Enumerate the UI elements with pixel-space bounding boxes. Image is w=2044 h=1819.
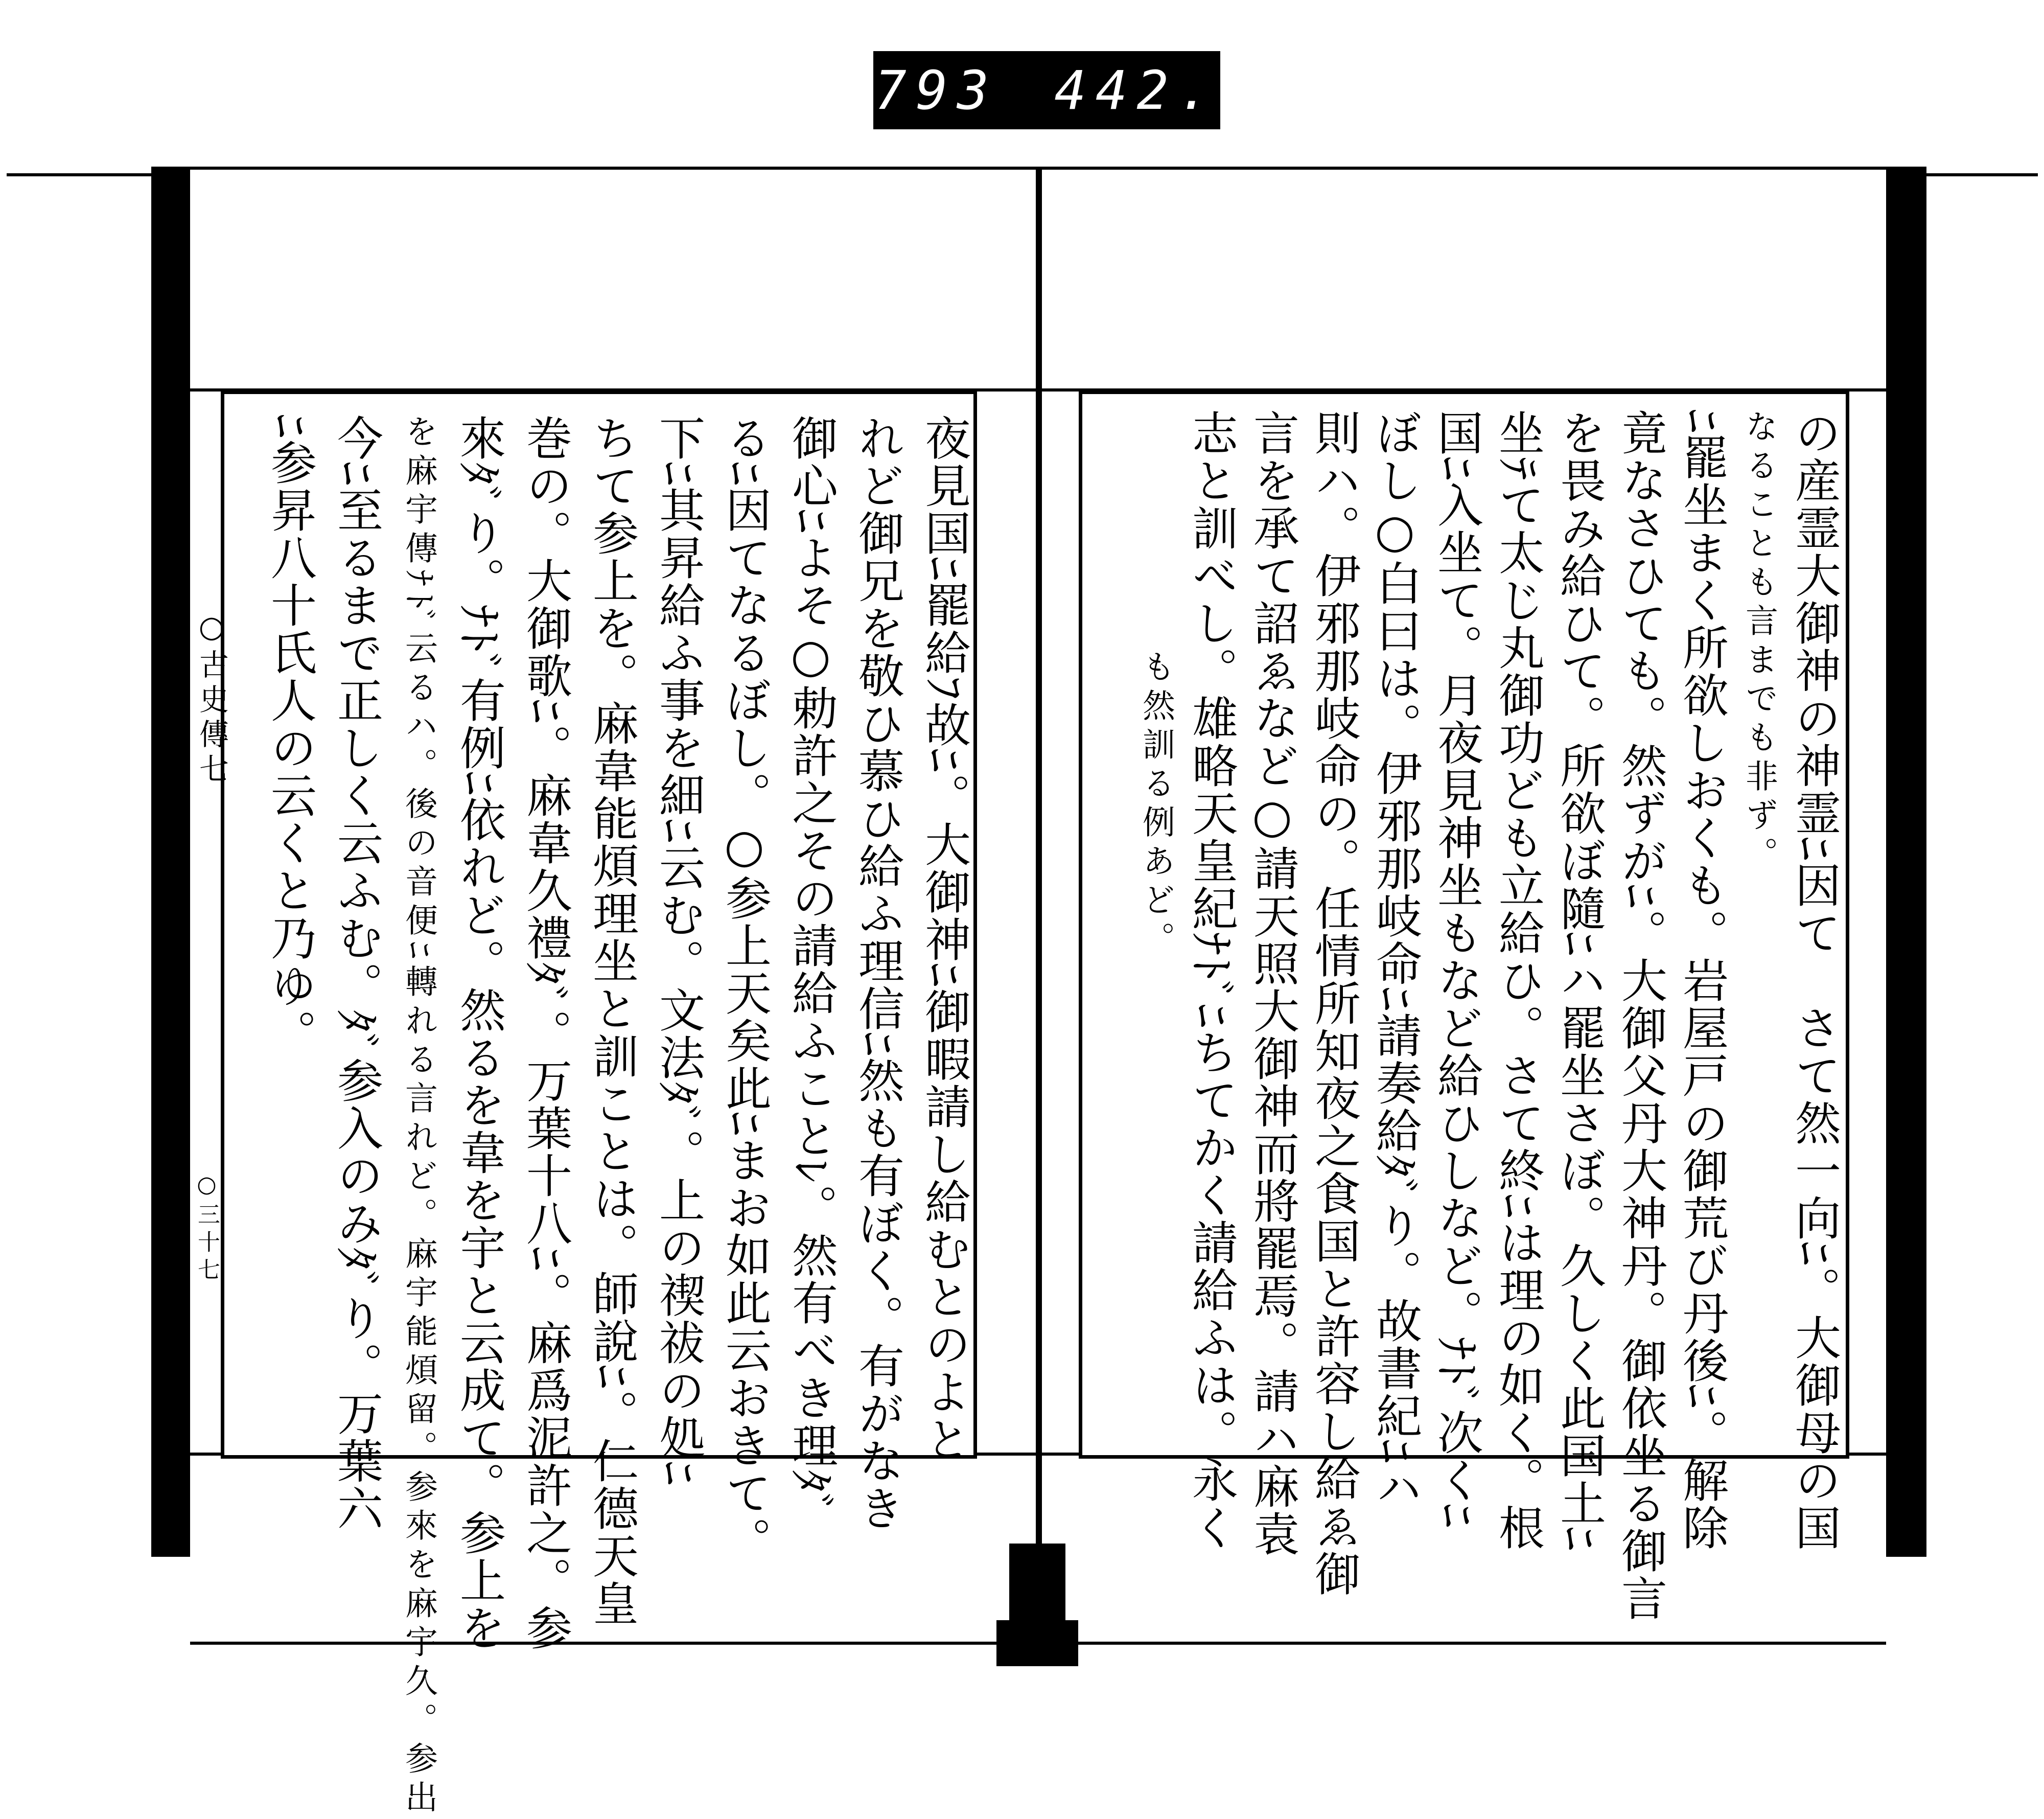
text-column: ﾆ参昇八十氏人の云くと乃ゆ。 [263, 415, 316, 1057]
book-stand-base [996, 1620, 1078, 1666]
text-column: 言を承て詔ゑなど○請天照大御神而將罷焉。請ハ麻袁 [1245, 409, 1299, 1558]
catalog-label [873, 51, 1220, 129]
book-title-label: ○古史傳七 [194, 609, 229, 788]
center-spine [1036, 167, 1042, 1557]
text-column: 巻の。大御歌ﾆ。麻韋久禮ﾀﾞ。万葉十八ﾆ。麻爲泥許之。参 [518, 415, 572, 1652]
right-book-edge [1886, 167, 1926, 1557]
text-column: 御心ﾆよそ○勅許之その請給ふことﾚ。然有べき理ﾀﾞ [784, 415, 838, 1517]
text-column: るﾆ因てなるぼし。○参上天矣此ﾆまお如此云おきて。 [717, 415, 771, 1564]
text-column: 志と訓べし。雄略天皇紀ﾅﾄﾞﾆちてかく請給ふは。永く [1184, 409, 1238, 1552]
text-column: れど御兄を敬ひ慕ひ給ふ理信ﾆ然も有ぼく。有がなき [850, 415, 904, 1532]
text-column: 則ハ。伊邪那岐命の。任情所知夜之食国と許容し給ゑ御 [1307, 409, 1360, 1598]
annotation-column: を麻宇傳ﾅﾄﾞ云るハ。後の音便ﾆ轉れる言れど。麻宇能煩留。参來を麻宇久。参出 [400, 415, 437, 1819]
text-column: 下ﾆ其昇給ふ事を細ﾆ云む。文法ﾀﾞ。上の禊祓の処ﾆ [651, 415, 705, 1486]
text-column: を畏み給ひて。所欲ぼ隨ﾆハ罷坐さぼ。久しく此国土ﾆ [1552, 409, 1606, 1552]
annotation-column: も然訓る例あど。 [1137, 650, 1175, 960]
item-number: 442. [1054, 59, 1219, 122]
text-column: 国ﾆ入坐て。月夜見神坐もなど給ひしなど。ﾅﾄﾞ次くﾆ [1429, 409, 1483, 1529]
text-column: ぼし○白曰は。伊邪那岐命ﾆ請奏給ﾀﾞり。故書紀ﾆハ [1368, 409, 1422, 1512]
text-column: 坐ﾃて太じ丸御功ども立給ひ。さて終ﾆは理の如く。根 [1491, 409, 1544, 1552]
text-column: 今ﾆ至るまで正しく云ふむ。ﾀﾞ参入のみﾀﾞり。万葉六 [329, 415, 383, 1532]
annotation-column: なることも言までも非ず。 [1740, 409, 1778, 876]
text-column: の産霊大御神の神霊ﾆ因て さて然一向ﾆ。大御母の国 [1787, 409, 1841, 1552]
text-column: 夜見国ﾆ罷給ﾌ故ﾆ。大御神ﾆ御暇請し給むとのよと [917, 415, 970, 1463]
left-page [190, 167, 1036, 1819]
left-text-frame [221, 390, 977, 1819]
page-number: ○三十七 [194, 1171, 220, 1285]
text-column: 來ﾀﾞり。ﾅﾄﾞ有例ﾆ依れど。然るを韋を宇と云成て。参上を [452, 415, 505, 1652]
text-column: ﾆ罷坐まく所欲しおくも。岩屋戸の御荒び丹後ﾆ。解除 [1675, 409, 1728, 1552]
text-column: 竟なさひても。然ずがﾆ。大御父丹大神丹。御依坐る御言 [1613, 409, 1667, 1622]
right-page [1038, 167, 1886, 1645]
left-book-edge [151, 167, 192, 1557]
right-text-frame [1079, 390, 1849, 1622]
text-column: ちて参上を。麻韋能煩理坐と訓ことは。師說ﾆ。仁德天皇 [585, 415, 638, 1627]
catalog-number: 793 [874, 59, 998, 122]
